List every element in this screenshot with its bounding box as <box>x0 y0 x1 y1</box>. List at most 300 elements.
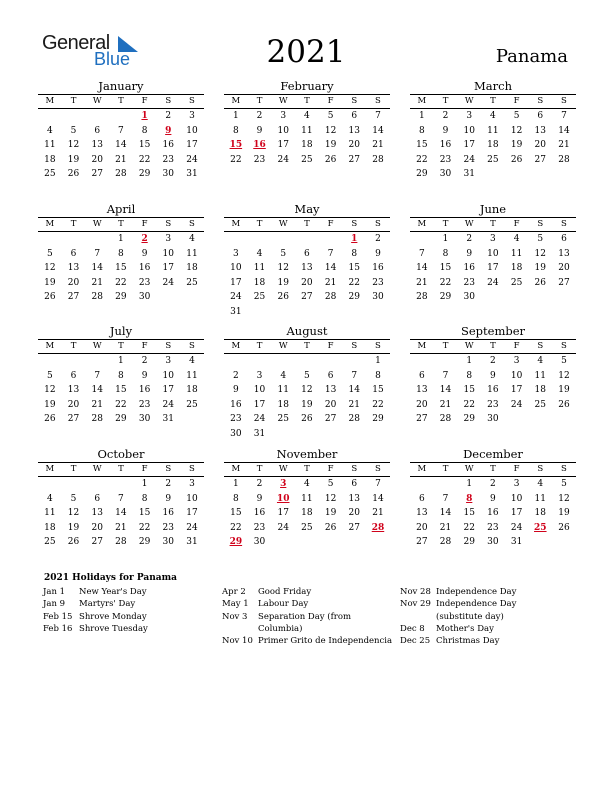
weekday-header: S <box>561 341 567 351</box>
day-cell: 7 <box>375 111 381 121</box>
weekday-header-row <box>410 339 576 354</box>
day-cell: 5 <box>70 493 77 504</box>
month-december <box>410 447 576 550</box>
day-cell: 20 <box>534 140 546 151</box>
day-cell: 31 <box>230 306 242 317</box>
day-cell: 14 <box>439 385 452 396</box>
week-row <box>410 109 576 124</box>
week-row <box>38 412 204 427</box>
day-cell: 6 <box>70 370 77 381</box>
weekday-header: S <box>375 341 381 351</box>
empty-day-cell <box>180 290 204 305</box>
holiday-day-cell: 29 <box>229 537 243 548</box>
day-cell: 19 <box>67 154 80 165</box>
day-cell: 6 <box>70 248 77 259</box>
empty-day-cell <box>224 232 248 247</box>
day-cell: 5 <box>70 125 77 136</box>
day-cell: 24 <box>253 414 266 425</box>
day-cell: 18 <box>301 140 313 151</box>
day-cell: 1 <box>118 234 124 244</box>
day-cell: 15 <box>416 140 428 151</box>
day-cell: 20 <box>91 154 103 165</box>
day-cell: 4 <box>46 125 53 136</box>
day-cell: 17 <box>277 140 289 151</box>
day-cell: 20 <box>67 399 80 410</box>
day-cell: 1 <box>141 479 148 489</box>
day-cell: 17 <box>510 385 523 396</box>
holidays-title: 2021 Holidays for Panama <box>44 573 177 583</box>
day-cell: 29 <box>463 414 475 425</box>
week-row <box>410 383 576 398</box>
month-name: December <box>463 447 523 461</box>
day-cell: 23 <box>162 522 174 533</box>
calendar-year: 2021 <box>266 34 346 70</box>
day-cell: 1 <box>118 356 124 366</box>
day-cell: 10 <box>186 125 198 136</box>
day-cell: 20 <box>301 277 313 288</box>
day-cell: 9 <box>490 370 496 381</box>
day-cell: 24 <box>510 399 523 410</box>
day-cell: 6 <box>94 493 101 504</box>
day-cell: 11 <box>487 125 499 136</box>
holiday-day-cell: 16 <box>253 140 266 151</box>
weekday-header: F <box>513 464 520 474</box>
weekday-header: T <box>304 341 310 351</box>
day-cell: 8 <box>141 125 148 136</box>
day-cell: 4 <box>537 356 544 366</box>
weekday-header: F <box>327 341 334 351</box>
month-march <box>410 79 576 182</box>
day-cell: 9 <box>490 493 496 504</box>
weekday-header: S <box>165 464 172 474</box>
weekday-header: W <box>278 341 288 351</box>
day-cell: 2 <box>232 370 239 381</box>
day-cell: 23 <box>138 399 151 410</box>
weekday-header: T <box>490 219 496 229</box>
day-cell: 20 <box>348 508 360 519</box>
empty-day-cell <box>552 535 576 550</box>
day-cell: 15 <box>372 385 384 396</box>
day-cell: 24 <box>510 522 523 533</box>
day-cell: 25 <box>534 399 546 410</box>
day-cell: 6 <box>351 111 358 121</box>
week-row <box>410 506 576 521</box>
weekday-header: F <box>513 219 520 229</box>
day-cell: 18 <box>534 385 546 396</box>
day-cell: 2 <box>375 234 381 244</box>
day-cell: 7 <box>118 493 124 504</box>
empty-day-cell <box>271 305 295 320</box>
empty-day-cell <box>528 290 552 305</box>
day-cell: 27 <box>91 169 103 180</box>
weekday-header-row <box>38 217 204 232</box>
day-cell: 10 <box>162 248 174 259</box>
day-cell: 13 <box>324 385 337 396</box>
week-row <box>38 138 204 153</box>
day-cell: 5 <box>537 234 544 244</box>
day-cell: 14 <box>372 125 384 136</box>
day-cell: 26 <box>44 292 56 303</box>
weekday-header: M <box>45 219 55 229</box>
day-cell: 16 <box>138 385 151 396</box>
day-cell: 16 <box>253 508 266 519</box>
day-cell: 15 <box>439 263 452 274</box>
day-cell: 26 <box>277 292 289 303</box>
day-cell: 18 <box>44 154 56 165</box>
day-cell: 18 <box>277 399 289 410</box>
weekday-header: F <box>141 96 148 106</box>
day-cell: 12 <box>324 125 337 136</box>
week-row <box>224 369 390 384</box>
day-cell: 31 <box>186 169 198 180</box>
holiday-day-cell: 15 <box>229 140 243 151</box>
empty-day-cell <box>319 305 343 320</box>
day-cell: 11 <box>186 248 198 259</box>
day-cell: 8 <box>232 125 239 136</box>
day-cell: 25 <box>510 277 523 288</box>
weekday-header: F <box>513 96 520 106</box>
month-name: July <box>109 324 133 338</box>
day-cell: 8 <box>418 125 425 136</box>
day-cell: 23 <box>138 277 151 288</box>
day-cell: 23 <box>439 154 452 165</box>
day-cell: 28 <box>416 292 428 303</box>
day-cell: 21 <box>91 277 103 288</box>
weekday-header: T <box>304 464 310 474</box>
day-cell: 17 <box>162 263 174 274</box>
weekday-header: M <box>231 96 241 106</box>
day-cell: 23 <box>253 522 266 533</box>
month-name: October <box>97 447 145 461</box>
day-cell: 13 <box>301 263 313 274</box>
weekday-header: W <box>278 219 288 229</box>
empty-day-cell <box>85 109 109 124</box>
day-cell: 14 <box>348 385 360 396</box>
day-cell: 4 <box>304 111 310 121</box>
weekday-header: M <box>231 341 241 351</box>
week-row <box>38 506 204 521</box>
day-cell: 6 <box>537 111 544 121</box>
day-cell: 18 <box>253 277 266 288</box>
day-cell: 14 <box>91 385 103 396</box>
holiday-name: Good Friday <box>258 587 312 597</box>
day-cell: 1 <box>375 356 381 366</box>
week-row <box>38 167 204 182</box>
day-cell: 3 <box>232 248 239 259</box>
day-cell: 17 <box>253 399 266 410</box>
holiday-item <box>400 598 565 623</box>
day-cell: 5 <box>327 111 334 121</box>
weekday-header: T <box>442 464 449 474</box>
day-cell: 9 <box>141 248 148 259</box>
weekday-header: M <box>417 96 427 106</box>
week-row <box>410 124 576 139</box>
day-cell: 28 <box>91 292 103 303</box>
day-cell: 7 <box>118 125 124 136</box>
day-cell: 28 <box>439 537 452 548</box>
day-cell: 19 <box>277 277 289 288</box>
day-cell: 20 <box>67 277 80 288</box>
empty-day-cell <box>62 354 86 369</box>
day-cell: 25 <box>487 154 499 165</box>
weekday-header: T <box>490 96 496 106</box>
holiday-item <box>222 586 394 598</box>
day-cell: 30 <box>463 292 475 303</box>
day-cell: 23 <box>253 154 266 165</box>
day-cell: 29 <box>138 169 151 180</box>
day-cell: 13 <box>67 263 80 274</box>
day-cell: 23 <box>487 399 499 410</box>
day-cell: 1 <box>418 111 425 121</box>
day-cell: 16 <box>439 140 452 151</box>
month-name: March <box>474 79 512 93</box>
empty-day-cell <box>528 535 552 550</box>
holiday-date: Feb 15 <box>43 611 73 622</box>
weekday-header: S <box>189 219 195 229</box>
day-cell: 25 <box>186 277 198 288</box>
month-name: May <box>294 202 320 216</box>
day-cell: 29 <box>115 414 127 425</box>
day-cell: 22 <box>463 399 475 410</box>
day-cell: 25 <box>301 522 313 533</box>
week-row <box>224 521 390 536</box>
week-row <box>38 261 204 276</box>
empty-day-cell <box>62 477 86 492</box>
empty-day-cell <box>319 535 343 550</box>
day-cell: 10 <box>162 370 174 381</box>
day-cell: 5 <box>561 356 567 366</box>
weekday-header: T <box>256 464 263 474</box>
week-row <box>38 124 204 139</box>
weekday-header-row <box>224 217 390 232</box>
day-cell: 11 <box>534 493 546 504</box>
weekday-header: S <box>351 341 358 351</box>
day-cell: 23 <box>487 522 499 533</box>
holiday-day-cell: 9 <box>165 125 172 136</box>
empty-day-cell <box>528 412 552 427</box>
month-january <box>38 79 204 182</box>
day-cell: 4 <box>513 234 520 244</box>
weekday-header: M <box>45 341 55 351</box>
weekday-header: S <box>165 96 172 106</box>
day-cell: 1 <box>466 356 473 366</box>
month-name: November <box>276 447 338 461</box>
weekday-header-row <box>224 462 390 477</box>
empty-day-cell <box>410 477 434 492</box>
week-row <box>224 232 390 247</box>
weekday-header: F <box>513 341 520 351</box>
week-row <box>38 492 204 507</box>
day-cell: 7 <box>94 370 101 381</box>
holiday-name: Martyrs' Day <box>79 599 136 610</box>
day-cell: 10 <box>253 385 266 396</box>
day-cell: 3 <box>466 111 473 121</box>
day-cell: 29 <box>115 292 127 303</box>
holiday-day-cell: 1 <box>141 111 148 121</box>
day-cell: 30 <box>162 537 174 548</box>
weekday-header: F <box>327 219 334 229</box>
week-row <box>410 492 576 507</box>
holiday-day-cell: 28 <box>371 522 385 533</box>
weekday-header: W <box>278 96 288 106</box>
day-cell: 2 <box>141 356 148 366</box>
weekday-header-row <box>410 462 576 477</box>
day-cell: 31 <box>253 428 266 439</box>
day-cell: 1 <box>442 234 449 244</box>
day-cell: 9 <box>375 248 381 259</box>
day-cell: 13 <box>558 248 570 259</box>
month-november <box>224 447 390 550</box>
weekday-header-row <box>38 462 204 477</box>
empty-day-cell <box>248 305 272 320</box>
day-cell: 9 <box>442 125 449 136</box>
day-cell: 13 <box>416 508 428 519</box>
week-row <box>38 232 204 247</box>
weekday-header: F <box>141 219 148 229</box>
day-cell: 8 <box>375 370 381 381</box>
day-cell: 12 <box>558 370 570 381</box>
day-cell: 8 <box>351 248 358 259</box>
holiday-name: Shrove Monday <box>79 611 147 622</box>
weekday-header: S <box>561 464 567 474</box>
day-cell: 3 <box>256 370 263 381</box>
empty-day-cell <box>505 167 529 182</box>
day-cell: 3 <box>280 111 287 121</box>
day-cell: 27 <box>91 537 103 548</box>
empty-day-cell <box>180 412 204 427</box>
day-cell: 4 <box>280 370 287 381</box>
day-cell: 28 <box>348 414 360 425</box>
day-cell: 19 <box>510 140 523 151</box>
day-cell: 30 <box>253 537 266 548</box>
weekday-header: T <box>304 219 310 229</box>
weekday-header: W <box>464 464 474 474</box>
week-row <box>224 535 390 550</box>
month-name: August <box>286 324 328 338</box>
holiday-date: Nov 28 <box>400 587 431 597</box>
empty-day-cell <box>481 167 505 182</box>
empty-day-cell <box>505 412 529 427</box>
day-cell: 26 <box>301 414 313 425</box>
day-cell: 24 <box>230 292 242 303</box>
day-cell: 20 <box>348 140 360 151</box>
week-row <box>224 138 390 153</box>
day-cell: 7 <box>561 111 567 121</box>
week-row <box>224 124 390 139</box>
month-name: February <box>280 79 334 93</box>
day-cell: 1 <box>466 479 473 489</box>
day-cell: 3 <box>165 234 172 244</box>
day-cell: 5 <box>280 248 287 259</box>
weekday-header: S <box>165 341 172 351</box>
holiday-column <box>400 586 565 647</box>
day-cell: 13 <box>416 385 428 396</box>
day-cell: 21 <box>558 140 570 151</box>
day-cell: 22 <box>230 522 242 533</box>
day-cell: 20 <box>91 522 103 533</box>
country-name: Panama <box>495 46 568 67</box>
empty-day-cell <box>342 305 366 320</box>
day-cell: 6 <box>418 370 425 381</box>
holiday-item <box>43 598 213 610</box>
day-cell: 4 <box>304 479 310 489</box>
day-cell: 29 <box>439 292 452 303</box>
week-row <box>224 276 390 291</box>
day-cell: 19 <box>44 399 56 410</box>
day-cell: 2 <box>256 111 263 121</box>
empty-day-cell <box>366 305 390 320</box>
empty-day-cell <box>342 354 366 369</box>
weekday-header: T <box>70 341 77 351</box>
day-cell: 18 <box>44 522 56 533</box>
day-cell: 12 <box>558 493 570 504</box>
day-cell: 25 <box>186 399 198 410</box>
month-june <box>410 202 576 305</box>
empty-day-cell <box>271 232 295 247</box>
week-row <box>38 383 204 398</box>
day-cell: 3 <box>189 111 195 121</box>
weekday-header: S <box>537 464 544 474</box>
day-cell: 26 <box>44 414 56 425</box>
day-cell: 23 <box>372 277 384 288</box>
day-cell: 16 <box>487 508 499 519</box>
logo-general-text: General <box>42 32 110 54</box>
week-row <box>38 109 204 124</box>
day-cell: 21 <box>439 399 452 410</box>
week-row <box>224 477 390 492</box>
empty-day-cell <box>271 427 295 442</box>
day-cell: 15 <box>115 263 127 274</box>
holiday-date: Jan 9 <box>43 599 66 610</box>
holiday-day-cell: 8 <box>466 493 473 504</box>
day-cell: 31 <box>162 414 174 425</box>
weekday-header: T <box>442 219 449 229</box>
week-row <box>224 305 390 320</box>
day-cell: 22 <box>138 154 151 165</box>
day-cell: 9 <box>256 493 263 504</box>
day-cell: 30 <box>372 292 384 303</box>
week-row <box>224 153 390 168</box>
weekday-header: M <box>45 96 55 106</box>
day-cell: 21 <box>348 399 360 410</box>
weekday-header: T <box>490 341 496 351</box>
day-cell: 6 <box>418 493 425 504</box>
day-cell: 22 <box>230 154 242 165</box>
holiday-date: Dec 25 <box>400 636 431 647</box>
day-cell: 28 <box>91 414 103 425</box>
day-cell: 30 <box>487 414 499 425</box>
day-cell: 2 <box>490 356 496 366</box>
holiday-date: Nov 10 <box>222 636 253 647</box>
holiday-name: Christmas Day <box>436 636 500 647</box>
weekday-header: M <box>417 341 427 351</box>
weekday-header: T <box>256 341 263 351</box>
day-cell: 14 <box>115 140 127 151</box>
week-row <box>410 153 576 168</box>
day-cell: 9 <box>141 370 148 381</box>
empty-day-cell <box>434 354 458 369</box>
week-row <box>224 290 390 305</box>
day-cell: 4 <box>256 248 263 259</box>
day-cell: 20 <box>558 263 570 274</box>
day-cell: 30 <box>138 292 151 303</box>
day-cell: 10 <box>463 125 475 136</box>
day-cell: 19 <box>301 399 313 410</box>
month-name: September <box>460 324 526 338</box>
day-cell: 12 <box>277 263 289 274</box>
day-cell: 28 <box>115 537 127 548</box>
holiday-date: Jan 1 <box>43 587 66 597</box>
